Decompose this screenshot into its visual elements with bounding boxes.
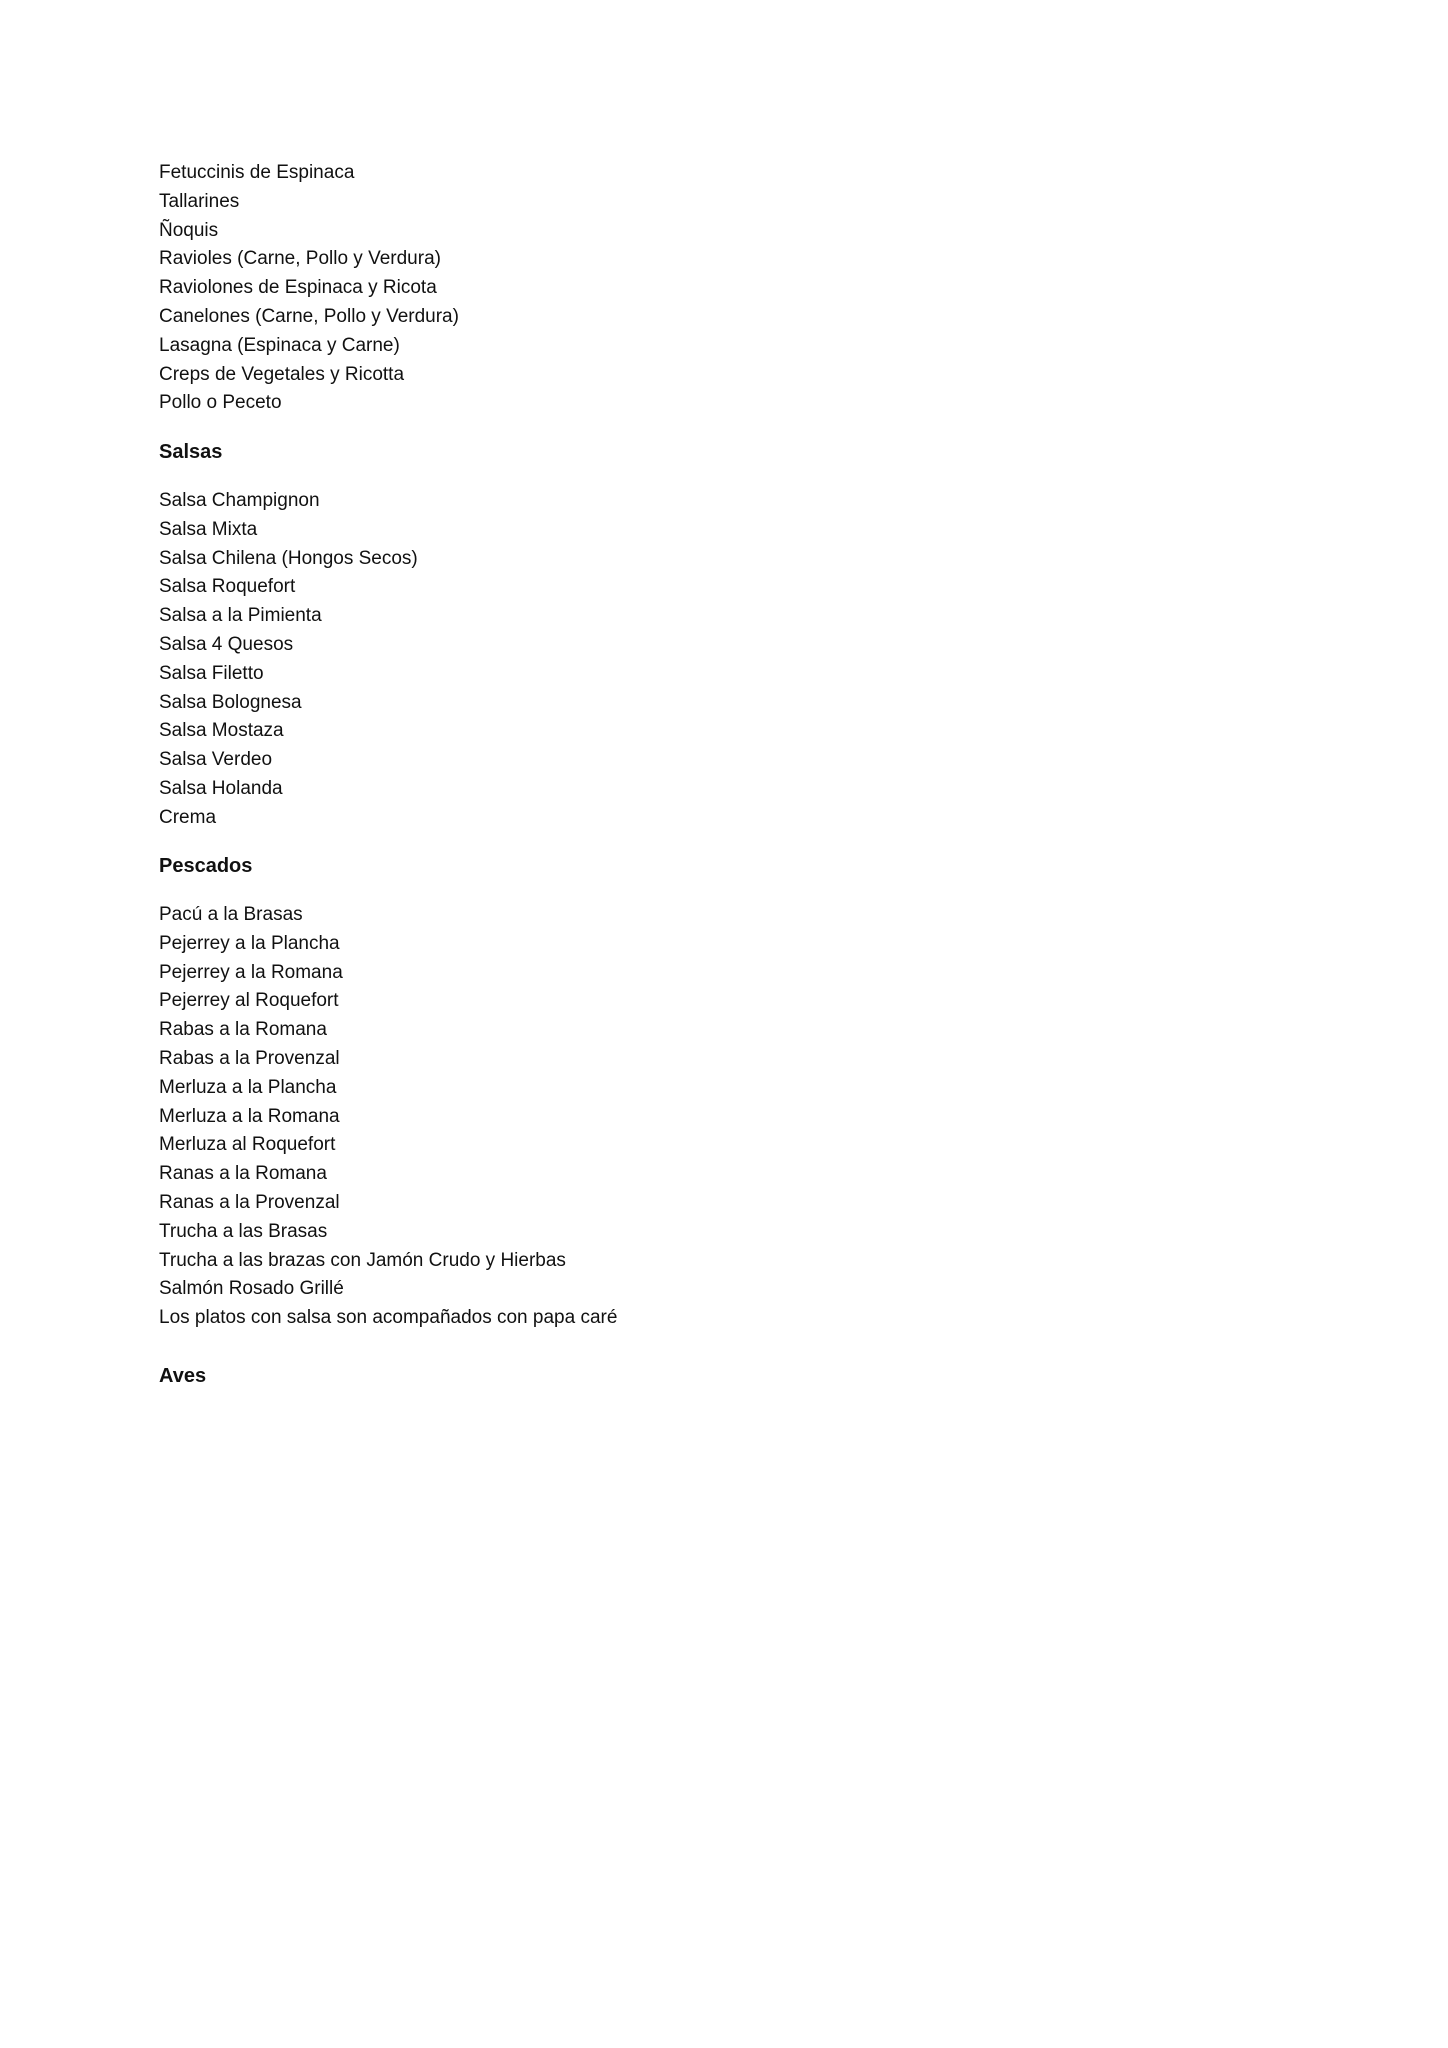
menu-item: Canelones (Carne, Pollo y Verdura) xyxy=(159,305,459,327)
menu-item: Salsa Bolognesa xyxy=(159,691,302,713)
pescados-list xyxy=(159,901,617,1333)
menu-item: Pejerrey al Roquefort xyxy=(159,990,339,1012)
menu-item: Merluza a la Plancha xyxy=(159,1076,337,1098)
menu-item: Ñoquis xyxy=(159,219,219,241)
menu-item: Tallarines xyxy=(159,190,240,212)
menu-item: Rabas a la Romana xyxy=(159,1019,327,1041)
menu-item: Salsa Mixta xyxy=(159,518,258,540)
menu-item: Salmón Rosado Grillé xyxy=(159,1278,344,1300)
menu-item: Crema xyxy=(159,806,217,828)
menu-item: Merluza al Roquefort xyxy=(159,1134,336,1156)
menu-item: Pejerrey a la Romana xyxy=(159,961,343,983)
menu-item: Pollo o Peceto xyxy=(159,392,282,414)
menu-item: Trucha a las Brasas xyxy=(159,1220,328,1242)
menu-item: Pacú a la Brasas xyxy=(159,904,303,925)
menu-item: Raviolones de Espinaca y Ricota xyxy=(159,277,437,299)
menu-item: Merluza a la Romana xyxy=(159,1105,340,1127)
menu-item: Rabas a la Provenzal xyxy=(159,1047,340,1069)
menu-item: Salsa Verdeo xyxy=(159,749,273,771)
menu-item: Salsa Filetto xyxy=(159,662,264,684)
menu-item: Salsa Holanda xyxy=(159,777,283,799)
menu-item: Lasagna (Espinaca y Carne) xyxy=(159,334,400,356)
menu-item: Salsa 4 Quesos xyxy=(159,633,294,655)
menu-item: Pejerrey a la Plancha xyxy=(159,932,340,954)
menu-item: Salsa Champignon xyxy=(159,490,320,511)
menu-item: Salsa Mostaza xyxy=(159,720,284,742)
menu-note: Los platos con salsa son acompañados con papa caré xyxy=(159,1307,618,1329)
menu-item: Trucha a las brazas con Jamón Crudo y Hierbas xyxy=(159,1249,566,1271)
section-heading-pescados: Pescados xyxy=(159,855,253,877)
section-heading-salsas: Salsas xyxy=(159,441,223,463)
menu-item: Fetuccinis de Espinaca xyxy=(159,162,355,183)
menu-item: Ranas a la Romana xyxy=(159,1163,327,1185)
salsas-list xyxy=(159,487,418,833)
menu-item: Salsa Roquefort xyxy=(159,576,296,598)
menu-item: Creps de Vegetales y Ricotta xyxy=(159,363,405,385)
section-heading-aves: Aves xyxy=(159,1365,207,1387)
menu-item: Salsa a la Pimienta xyxy=(159,605,322,627)
menu-item: Salsa Chilena (Hongos Secos) xyxy=(159,547,418,569)
menu-item: Ravioles (Carne, Pollo y Verdura) xyxy=(159,248,441,270)
pastas-list xyxy=(159,159,459,418)
menu-item: Ranas a la Provenzal xyxy=(159,1191,340,1213)
